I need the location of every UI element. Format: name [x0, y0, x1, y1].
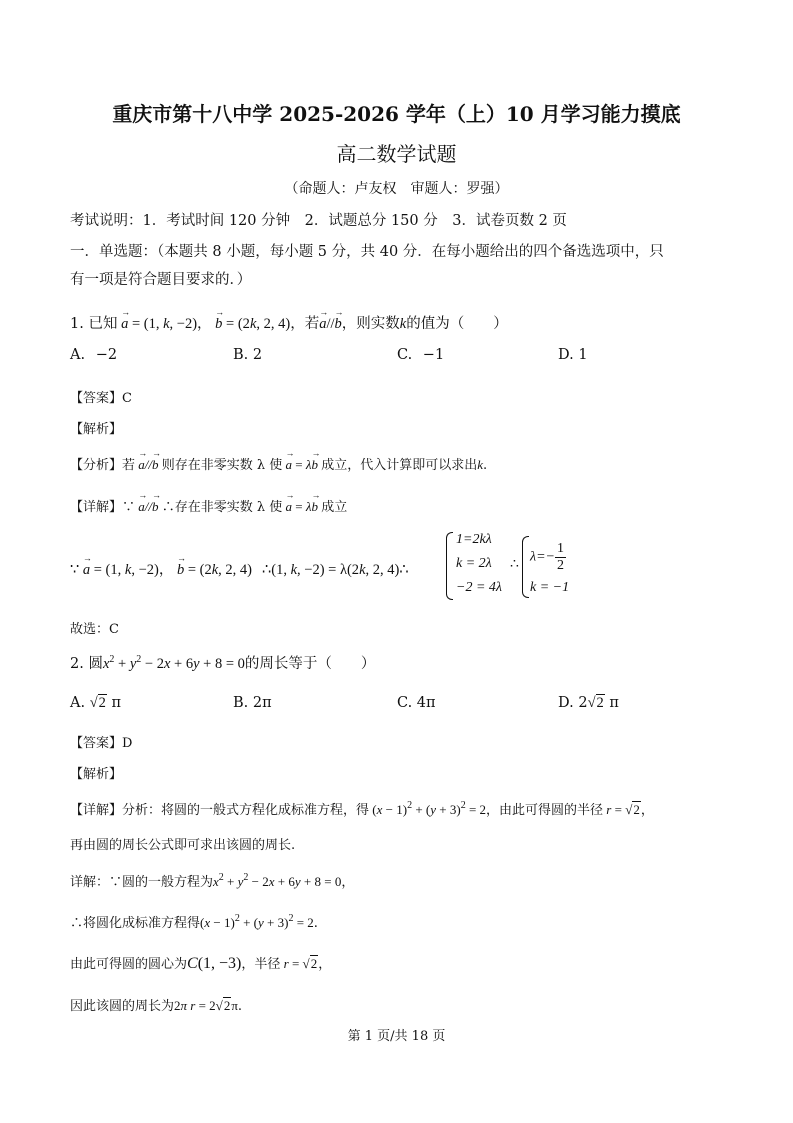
q2-detail-line-1: 【详解】分析：将圆的一般式方程化成标准方程，得 $(x - 1)^2 + (y + 3)^2 = 2$，由此可得圆的半径 r = √2， — [70, 800, 654, 818]
equation-3: −2 = 4λ — [456, 580, 502, 595]
q1-stem-if: ，若 — [290, 316, 320, 332]
exam-title: 重庆市第十八中学 2025-2026 学年（上）10 月学习能力摸底 — [112, 102, 681, 126]
because-symbol: ∵ — [70, 562, 80, 578]
q1-option-d: D. 1 — [558, 347, 588, 363]
q1-vector-b: → b = (2k, 2, 4) — [212, 316, 291, 332]
q2-option-d: D. 2√2 π — [558, 695, 619, 711]
question-1-stem — [70, 312, 508, 333]
q2-detail-line-2: 再由圆的周长公式即可求出该圆的周长. — [70, 838, 296, 853]
q1-choice: 故选：C — [70, 622, 119, 637]
page-footer: 第 1 页/共 18 页 — [347, 1029, 446, 1044]
q1-vector-a: → a = (1, k, −2) — [117, 316, 197, 332]
section-header-line-2: 有一项是符合题目要求的．） — [70, 272, 252, 288]
q1-stem-sep: ， — [197, 316, 212, 332]
q1-analysis-label: 【解析】 — [70, 422, 123, 437]
exam-authors: （命题人：卢友权 审题人：罗强） — [284, 181, 509, 197]
solution-lambda: λ=− $\frac{1}{2}$ — [530, 541, 564, 573]
q1-option-c: C. −1 — [397, 347, 445, 363]
q1-k-symbol: k — [399, 316, 407, 332]
q2-option-c: C. 4π — [397, 695, 436, 711]
q2-analysis-label: 【解析】 — [70, 767, 123, 782]
therefore-symbol-3: ∴ — [510, 556, 519, 572]
q1-stem-end: 的值为（ ） — [406, 316, 508, 332]
q1-parallel-condition: → a//→ b — [319, 316, 342, 332]
q2-detail-line-6: 因此该圆的周长为2π r = 2√2π. — [70, 998, 243, 1014]
exam-subtitle: 高二数学试题 — [336, 142, 457, 166]
q2-detail-line-5: 由此可得圆的圆心为C(1, −3)，半径 r = √2， — [70, 955, 332, 972]
q1-answer: 【答案】C — [70, 391, 132, 406]
exam-instructions: 考试说明：1．考试时间 120 分钟 2．试题总分 150 分 3．试卷页数 2 页 — [70, 213, 567, 229]
q2-detail-line-3: 详解：∵圆的一般方程为$x^2 + y^2 - 2x + 6y + 8 = 0$， — [70, 872, 355, 890]
q2-detail-line-4: ∴将圆化成标准方程得$(x - 1)^2 + (y + 3)^2 = 2$. — [70, 913, 318, 931]
equation-1: 1=2kλ — [456, 532, 492, 547]
q1-xiangjie: 【详解】∵ → a//→ b ∴存在非零实数 λ 使 → a = λ→ b 成立 — [70, 496, 347, 515]
section-header-line-1: 一．单选题：（本题共 8 小题，每小题 5 分，共 40 分．在每小题给出的四个备选选项中，只 — [70, 244, 664, 260]
q1-stem-real: ，则实数 — [341, 316, 400, 332]
equation-system-brace — [446, 532, 453, 600]
q2-option-b: B. 2π — [233, 695, 272, 711]
therefore-symbol-2: ∴ — [399, 562, 409, 578]
q2-answer: 【答案】D — [70, 736, 133, 751]
question-2-stem: 2. 圆$x^2 + y^2 - 2x + 6y + 8 = 0$的周长等于（ ） — [70, 654, 376, 672]
solution-k: k = −1 — [530, 580, 570, 595]
therefore-symbol-1: ∴ — [262, 562, 272, 578]
equation-2: k = 2λ — [456, 556, 492, 571]
q2-option-a: A. √2 π — [70, 695, 122, 711]
q1-option-a: A. −2 — [70, 347, 118, 363]
q1-derivation-line: ∵ → a = (1, k, −2)， → b = (2k, 2, 4) ∴(1, k, −2) = λ(2k, 2, 4)∴ — [70, 558, 409, 579]
q1-fenxi: 【分析】若 → a//→ b 则存在非零实数 λ 使 → a = λ→ b 成立，代入计算即可以求出k. — [70, 454, 487, 473]
q1-option-b: B. 2 — [233, 347, 263, 363]
solution-brace — [522, 536, 529, 598]
q1-stem-prefix: 1. 已知 — [70, 316, 118, 332]
